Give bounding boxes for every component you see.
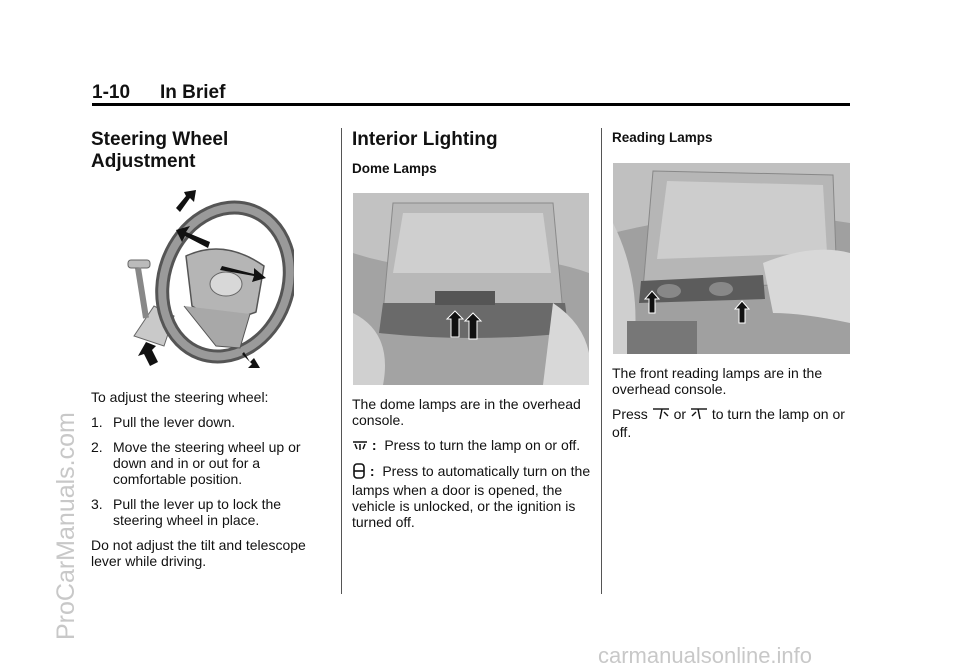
step-item bbox=[91, 496, 327, 528]
reading-lamps-photo bbox=[613, 163, 850, 354]
steering-wheel-illustration bbox=[124, 186, 294, 372]
dome-lamps-icon bbox=[353, 193, 589, 385]
item1-colon: : bbox=[371, 437, 377, 453]
steering-steps bbox=[91, 414, 327, 528]
reading-lamps-icon bbox=[613, 163, 850, 354]
left-reading-lamp-icon bbox=[652, 407, 670, 424]
steering-intro: To adjust the steering wheel: bbox=[91, 389, 269, 405]
right-reading-lamp-icon bbox=[690, 407, 708, 424]
dome-lamp-item-1 bbox=[352, 437, 592, 454]
dome-lamp-item-2 bbox=[352, 463, 592, 530]
step-item bbox=[91, 414, 327, 430]
steering-title-line2: Adjustment bbox=[91, 151, 196, 172]
dome-lamp-item-2-text: Press to automatically turn on the lamps when a door is opened, the vehicle is unlocked, or the ignition is turned off. bbox=[352, 463, 591, 531]
steering-wheel-icon bbox=[124, 186, 294, 372]
step-text: Pull the lever up to lock the steering wheel in place. bbox=[113, 496, 282, 528]
reading-lamps-subtitle: Reading Lamps bbox=[612, 130, 713, 145]
watermark-left: ProCarManuals.com bbox=[52, 412, 80, 640]
steering-text bbox=[91, 389, 327, 569]
dome-lamps-subtitle: Dome Lamps bbox=[352, 161, 437, 176]
press-word: Press bbox=[612, 406, 648, 422]
dome-lamp-item-1-text: Press to turn the lamp on or off. bbox=[384, 437, 581, 453]
watermark-bottom: carmanualsonline.info bbox=[598, 643, 813, 668]
column-interior-lighting bbox=[352, 129, 592, 176]
column-steering bbox=[91, 129, 327, 173]
door-activated-lamp-icon bbox=[352, 463, 366, 482]
reading-lamps-para: The front reading lamps are in the overhead console. bbox=[612, 365, 823, 397]
section-title: In Brief bbox=[160, 82, 226, 103]
reading-lamps-instruction-text: to turn the lamp on or off. bbox=[612, 406, 845, 440]
header-rule bbox=[92, 103, 850, 106]
steering-title-line1: Steering Wheel bbox=[91, 129, 229, 150]
step-number: 2. bbox=[91, 439, 103, 455]
dome-lamps-para: The dome lamps are in the overhead console. bbox=[352, 396, 581, 428]
or-word: or bbox=[673, 406, 687, 422]
step-number: 1. bbox=[91, 414, 103, 430]
steering-title bbox=[91, 129, 327, 173]
column-divider-1 bbox=[341, 128, 342, 594]
dome-lamps-text bbox=[352, 396, 592, 530]
item2-colon: : bbox=[369, 463, 375, 480]
page-number: 1-10 bbox=[92, 82, 131, 103]
dome-lamps-photo bbox=[353, 193, 589, 385]
column-reading-lamps bbox=[612, 130, 852, 145]
reading-lamps-instruction bbox=[612, 406, 852, 440]
dome-lamp-on-icon bbox=[352, 438, 368, 454]
column-divider-2 bbox=[601, 128, 602, 594]
step-text: Move the steering wheel up or down and in or out for a comfortable position. bbox=[113, 439, 301, 487]
step-text: Pull the lever down. bbox=[113, 414, 236, 430]
steering-note: Do not adjust the tilt and telescope lever while driving. bbox=[91, 537, 306, 569]
interior-lighting-title: Interior Lighting bbox=[352, 129, 498, 150]
step-item bbox=[91, 439, 327, 487]
reading-lamps-text bbox=[612, 365, 852, 440]
step-number: 3. bbox=[91, 496, 103, 512]
